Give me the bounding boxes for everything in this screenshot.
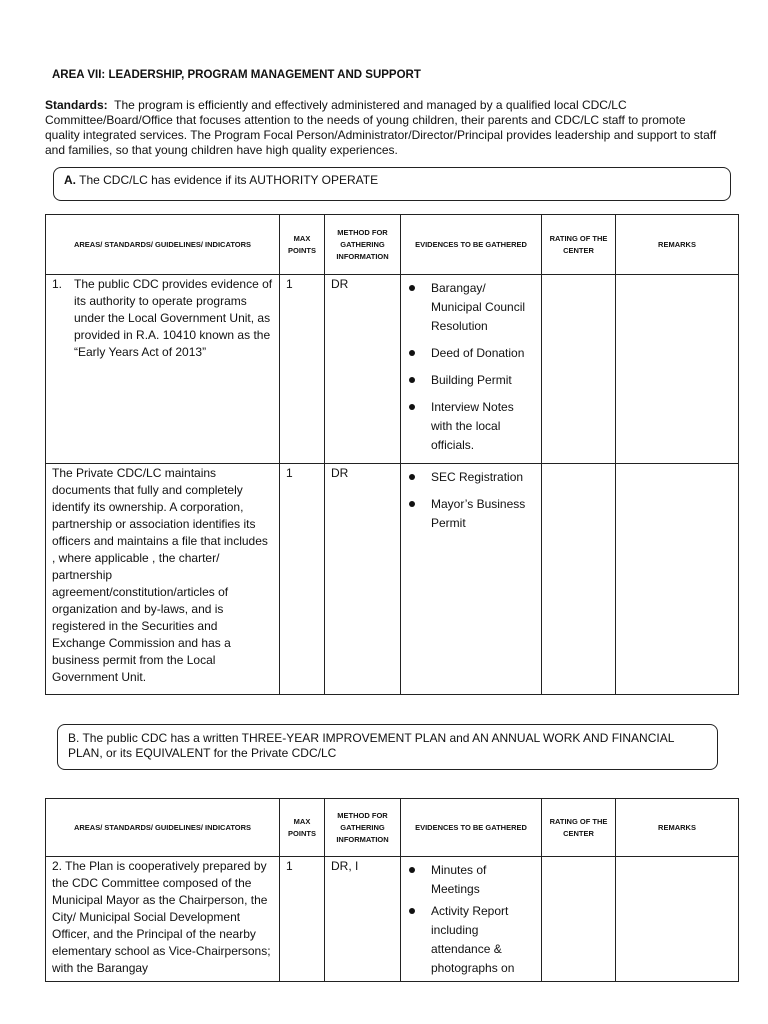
table-row xyxy=(46,464,739,695)
header-indicators: AREAS/ STANDARDS/ GUIDELINES/ INDICATORS xyxy=(46,215,280,275)
rating-cell xyxy=(542,275,616,464)
section-a-text: The CDC/LC has evidence if its AUTHORITY OPERATE xyxy=(79,173,379,187)
bullet-icon xyxy=(409,404,415,410)
evidences-cell xyxy=(401,857,542,982)
bullet-icon xyxy=(409,908,415,914)
bullet-icon xyxy=(409,377,415,383)
section-a-box xyxy=(53,167,731,201)
evidences-cell xyxy=(401,275,542,464)
table-a xyxy=(45,214,739,695)
section-a-letter: A. xyxy=(64,173,76,187)
bullet-icon xyxy=(409,501,415,507)
standards-label: Standards: xyxy=(45,98,108,112)
standards-paragraph xyxy=(45,98,720,158)
table-row xyxy=(46,275,739,464)
header-rating: RATING OF THE CENTER xyxy=(542,799,616,857)
indicator-cell xyxy=(46,275,280,464)
table-header-row xyxy=(46,799,739,857)
bullet-icon xyxy=(409,867,415,873)
bullet-icon xyxy=(409,474,415,480)
section-b-text: B. The public CDC has a written THREE-YEAR IMPROVEMENT PLAN and AN ANNUAL WORK AND FINANCIAL PLAN, or its EQUIVALENT for the Private CDC/LC xyxy=(68,731,674,760)
indicator-number: 1. xyxy=(52,277,63,291)
method-cell: DR xyxy=(325,275,401,464)
indicator-text: The public CDC provides evidence of its authority to operate programs under the Local Government Unit, as provided in R.A. 10410 known as the “Early Years Act of 2013” xyxy=(74,277,273,359)
header-max-points: MAX POINTS xyxy=(280,215,325,275)
evidence-item: Minutes of Meetings xyxy=(405,861,537,899)
points-cell: 1 xyxy=(280,857,325,982)
header-indicators: AREAS/ STANDARDS/ GUIDELINES/ INDICATORS xyxy=(46,799,280,857)
rating-cell xyxy=(542,464,616,695)
evidence-item: Interview Notes with the local officials. xyxy=(405,398,537,455)
method-cell: DR, I xyxy=(325,857,401,982)
evidence-item: Barangay/ Municipal Council Resolution xyxy=(405,279,537,336)
points-cell: 1 xyxy=(280,464,325,695)
header-remarks: REMARKS xyxy=(616,215,739,275)
remarks-cell xyxy=(616,857,739,982)
bullet-icon xyxy=(409,350,415,356)
header-remarks: REMARKS xyxy=(616,799,739,857)
table-row xyxy=(46,857,739,982)
header-method: METHOD FOR GATHERING INFORMATION xyxy=(325,799,401,857)
evidence-item: Building Permit xyxy=(405,371,537,390)
points-cell: 1 xyxy=(280,275,325,464)
header-evidences: EVIDENCES TO BE GATHERED xyxy=(401,215,542,275)
indicator-cell: The Private CDC/LC maintains documents that fully and completely identify its ownership. A corporation, partnership or association identifies its officers and maintains a file that includes , where applicable , the charter/ partnership agreement/constitution/articles of organization and by-laws, and is registered in the Securities and Exchange Commission and has a business permit from the Local Government Unit. xyxy=(46,464,280,695)
table-b xyxy=(45,798,739,982)
evidence-item: Activity Report including attendance & photographs on xyxy=(405,902,537,978)
header-max-points: MAX POINTS xyxy=(280,799,325,857)
page-title: AREA VII: LEADERSHIP, PROGRAM MANAGEMENT AND SUPPORT xyxy=(52,69,421,81)
evidences-cell xyxy=(401,464,542,695)
header-method: METHOD FOR GATHERING INFORMATION xyxy=(325,215,401,275)
method-cell: DR xyxy=(325,464,401,695)
remarks-cell xyxy=(616,464,739,695)
header-evidences: EVIDENCES TO BE GATHERED xyxy=(401,799,542,857)
bullet-icon xyxy=(409,285,415,291)
remarks-cell xyxy=(616,275,739,464)
standards-text: The program is efficiently and effectively administered and managed by a qualified local CDC/LC Committee/Board/Office that focuses attention to the needs of young children, their parents and CDC/LC staff to promote quality integrated services. The Program Focal Person/Administrator/Director/Principal provides leadership and support to staff and families, so that young children have high quality experiences. xyxy=(45,98,717,157)
evidence-item: Mayor’s Business Permit xyxy=(405,495,537,533)
section-b-box xyxy=(57,724,718,770)
rating-cell xyxy=(542,857,616,982)
header-rating: RATING OF THE CENTER xyxy=(542,215,616,275)
evidence-item: SEC Registration xyxy=(405,468,537,487)
indicator-cell: 2. The Plan is cooperatively prepared by the CDC Committee composed of the Municipal Mayor as the Chairperson, the City/ Municipal Social Development Officer, and the Principal of the nearby elementary school as Vice-Chairpersons; with the Barangay xyxy=(46,857,280,982)
table-header-row xyxy=(46,215,739,275)
evidence-item: Deed of Donation xyxy=(405,344,537,363)
